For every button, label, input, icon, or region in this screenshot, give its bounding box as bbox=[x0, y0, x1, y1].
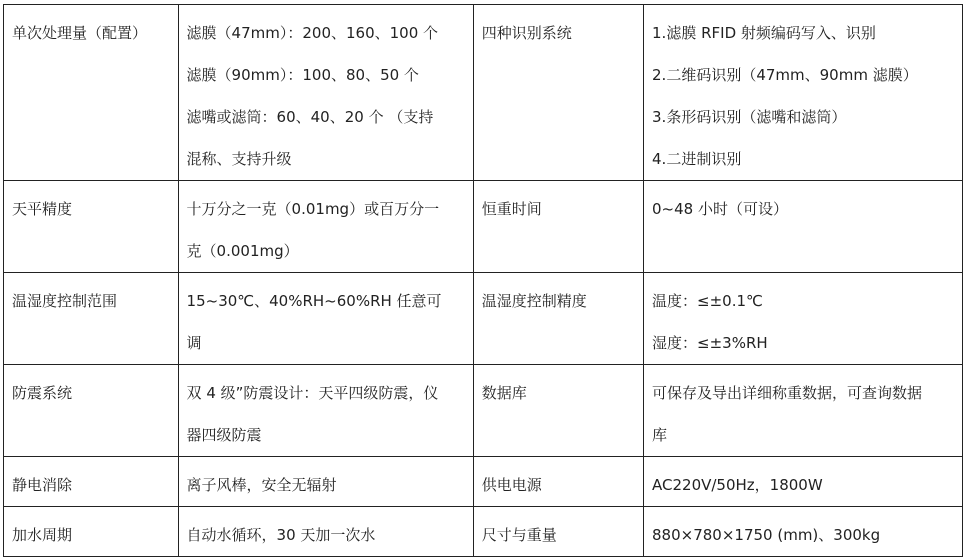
spec-value bbox=[178, 365, 473, 457]
cell-line: 四种识别系统 bbox=[481, 24, 572, 42]
spec-label bbox=[473, 365, 643, 457]
cell-line: 3.条形码识别（滤嘴和滤筒） bbox=[652, 108, 847, 126]
spec-label bbox=[473, 181, 643, 273]
cell-line: 温湿度控制范围 bbox=[12, 292, 118, 310]
spec-table bbox=[3, 4, 963, 557]
cell-line: 温湿度控制精度 bbox=[481, 292, 587, 310]
spec-value bbox=[644, 457, 963, 507]
spec-value bbox=[178, 273, 473, 365]
spec-label bbox=[4, 273, 179, 365]
cell-line: 双 4 级”防震设计：天平四级防震，仪 bbox=[186, 384, 439, 402]
cell-line: 供电电源 bbox=[481, 476, 542, 494]
cell-line: 滤膜（47mm）：200、160、100 个 bbox=[186, 24, 439, 42]
table-row bbox=[4, 273, 963, 365]
cell-line: 尺寸与重量 bbox=[481, 526, 557, 544]
table-row bbox=[4, 507, 963, 557]
cell-line: 天平精度 bbox=[12, 200, 73, 218]
cell-line: 库 bbox=[652, 426, 668, 444]
spec-value bbox=[644, 507, 963, 557]
cell-line: 0~48 小时（可设） bbox=[652, 200, 788, 218]
cell-line: 温度：≤±0.1℃ bbox=[652, 292, 763, 310]
cell-line: 滤嘴或滤筒：60、40、20 个 （支持 bbox=[186, 108, 434, 126]
cell-line: 滤膜（90mm）：100、80、50 个 bbox=[186, 66, 419, 84]
cell-line: 混称、支持升级 bbox=[186, 150, 292, 168]
cell-line: 880×780×1750 (mm)、300kg bbox=[652, 526, 881, 544]
spec-value bbox=[644, 365, 963, 457]
cell-line: 加水周期 bbox=[12, 526, 73, 544]
spec-label bbox=[4, 457, 179, 507]
spec-value bbox=[178, 457, 473, 507]
cell-line: 恒重时间 bbox=[481, 200, 542, 218]
table-row bbox=[4, 5, 963, 181]
cell-line: 十万分之一克（0.01mg）或百万分一 bbox=[186, 200, 440, 218]
spec-value bbox=[644, 181, 963, 273]
cell-line: 4.二进制识别 bbox=[652, 150, 742, 168]
spec-label bbox=[473, 273, 643, 365]
cell-line: 15~30℃、40%RH~60%RH 任意可 bbox=[186, 292, 442, 310]
table-row bbox=[4, 365, 963, 457]
spec-value bbox=[178, 5, 473, 181]
spec-value bbox=[644, 273, 963, 365]
spec-value bbox=[178, 181, 473, 273]
cell-line: 数据库 bbox=[481, 384, 527, 402]
cell-line: 器四级防震 bbox=[186, 426, 262, 444]
cell-line: 克（0.001mg） bbox=[186, 242, 299, 260]
cell-line: AC220V/50Hz，1800W bbox=[652, 476, 823, 494]
spec-label bbox=[4, 181, 179, 273]
spec-label bbox=[473, 5, 643, 181]
table-row bbox=[4, 181, 963, 273]
spec-value bbox=[178, 507, 473, 557]
spec-value bbox=[644, 5, 963, 181]
table-row bbox=[4, 457, 963, 507]
spec-label bbox=[473, 507, 643, 557]
cell-line: 可保存及导出详细称重数据，可查询数据 bbox=[652, 384, 923, 402]
spec-label bbox=[473, 457, 643, 507]
spec-label bbox=[4, 365, 179, 457]
cell-line: 单次处理量（配置） bbox=[12, 24, 148, 42]
cell-line: 湿度：≤±3%RH bbox=[652, 334, 768, 352]
cell-line: 1.滤膜 RFID 射频编码写入、识别 bbox=[652, 24, 876, 42]
cell-line: 静电消除 bbox=[12, 476, 73, 494]
cell-line: 离子风棒，安全无辐射 bbox=[186, 476, 337, 494]
cell-line: 调 bbox=[186, 334, 202, 352]
spec-label bbox=[4, 5, 179, 181]
cell-line: 2.二维码识别（47mm、90mm 滤膜） bbox=[652, 66, 918, 84]
cell-line: 防震系统 bbox=[12, 384, 73, 402]
spec-label bbox=[4, 507, 179, 557]
cell-line: 自动水循环，30 天加一次水 bbox=[186, 526, 376, 544]
